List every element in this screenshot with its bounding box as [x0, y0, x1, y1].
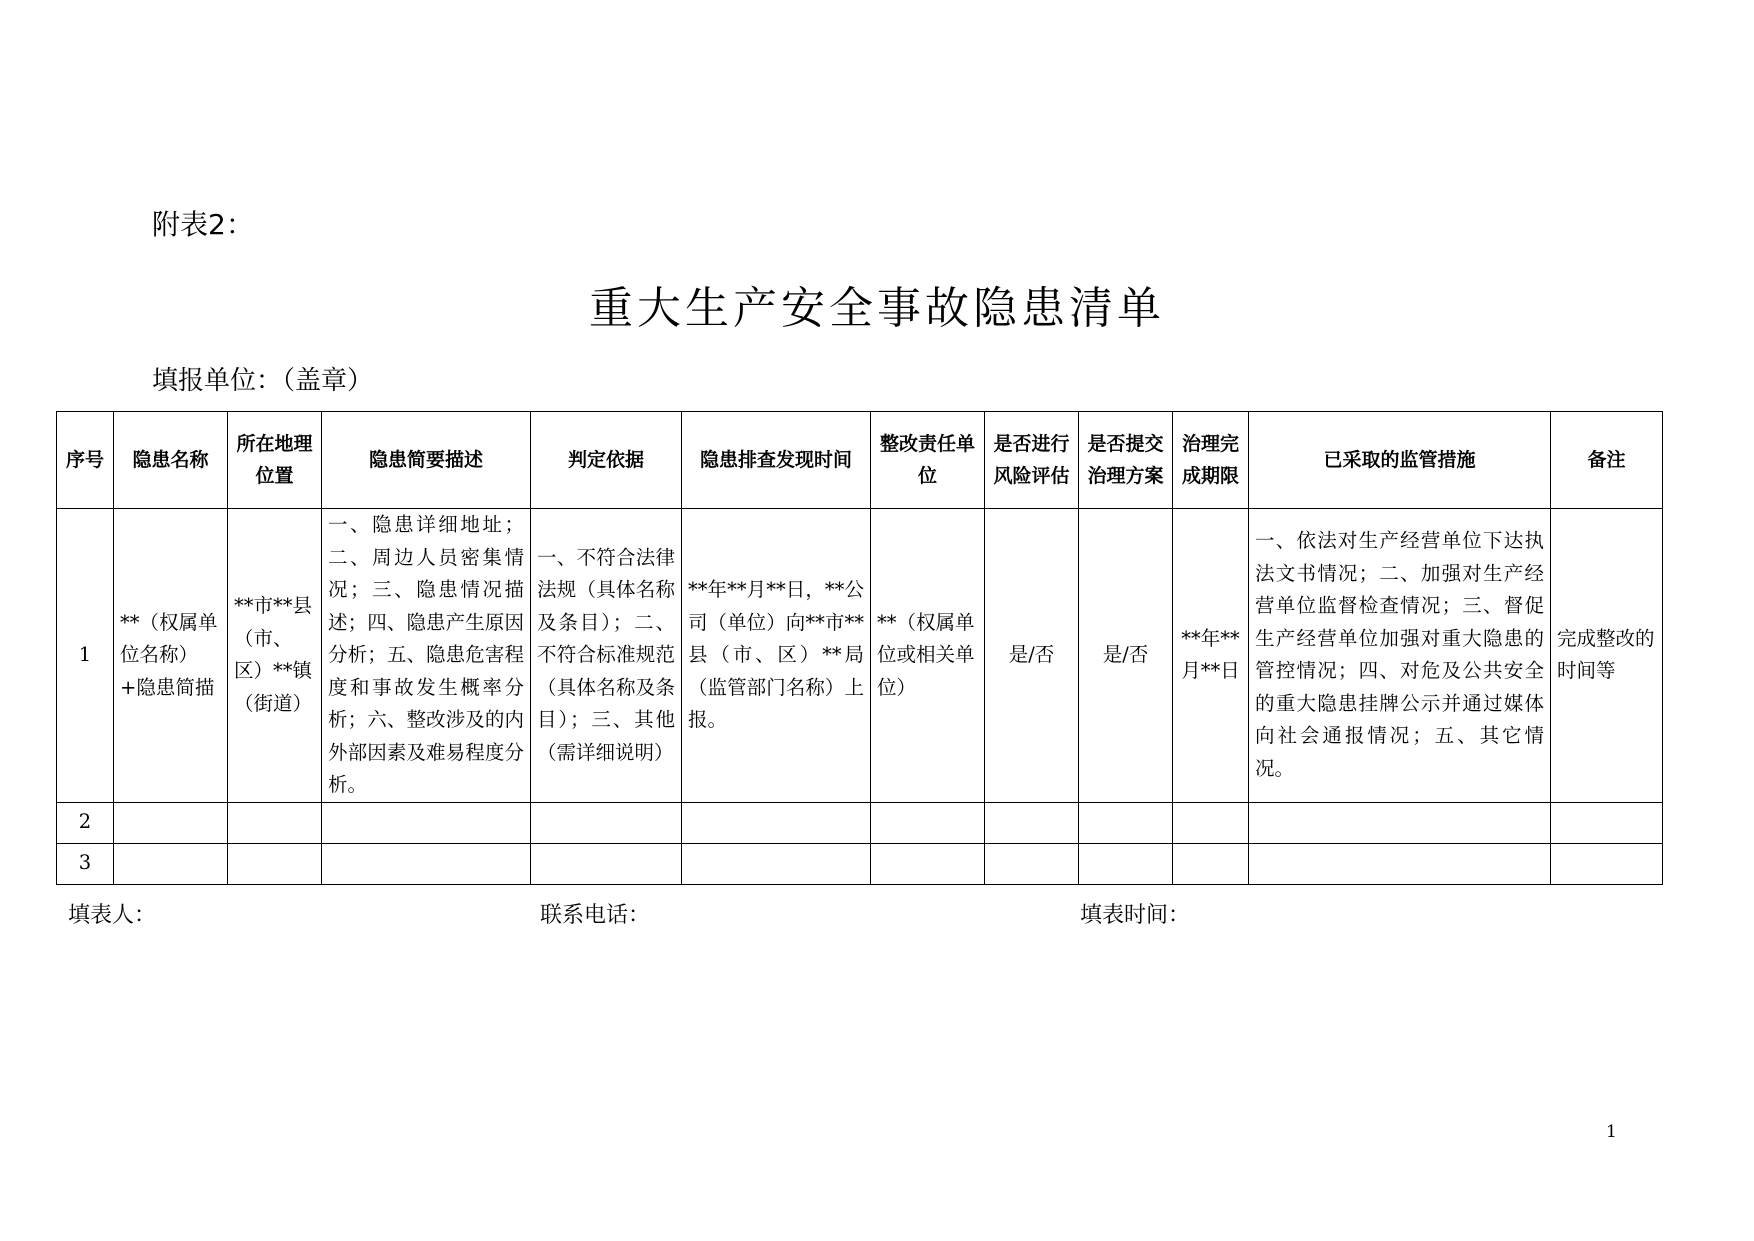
cell-name: **（权属单位名称）+隐患简描 [114, 509, 228, 803]
empty-cell [1173, 843, 1249, 884]
empty-cell [1551, 802, 1663, 843]
cell-seq: 1 [57, 509, 114, 803]
empty-cell [322, 802, 531, 843]
header-deadline: 治理完成期限 [1173, 412, 1249, 509]
header-responsible: 整改责任单位 [871, 412, 985, 509]
empty-cell [871, 802, 985, 843]
empty-cell [682, 802, 871, 843]
page-number: 1 [1606, 1122, 1617, 1142]
header-seq: 序号 [57, 412, 114, 509]
cell-measures: 一、依法对生产经营单位下达执法文书情况；二、加强对生产经营单位监督检查情况；三、督促生产经营单位加强对重大隐患的管控情况；四、对危及公共安全的重大隐患挂牌公示并通过媒体向社会通报情况；五、其它情况。 [1249, 509, 1551, 803]
table-row [57, 843, 1663, 884]
reporting-unit-label: 填报单位：（盖章） [152, 366, 374, 396]
cell-risk-assessed: 是/否 [985, 509, 1079, 803]
empty-cell [1173, 802, 1249, 843]
empty-cell [114, 802, 228, 843]
phone-label: 联系电话： [540, 903, 651, 928]
empty-cell [1249, 802, 1551, 843]
cell-remarks: 完成整改的时间等 [1551, 509, 1663, 803]
empty-cell [1079, 843, 1173, 884]
cell-responsible: **（权属单位或相关单位） [871, 509, 985, 803]
empty-cell [1249, 843, 1551, 884]
cell-seq: 3 [57, 843, 114, 884]
header-risk-assessed: 是否进行风险评估 [985, 412, 1079, 509]
header-basis: 判定依据 [531, 412, 682, 509]
header-location: 所在地理位置 [228, 412, 322, 509]
table-row [57, 509, 1663, 803]
header-row [57, 412, 1663, 509]
empty-cell [1551, 843, 1663, 884]
cell-found-time: **年**月**日，**公司（单位）向**市**县（市、区）**局（监管部门名称）上报。 [682, 509, 871, 803]
empty-cell [228, 843, 322, 884]
empty-cell [682, 843, 871, 884]
empty-cell [531, 843, 682, 884]
header-name: 隐患名称 [114, 412, 228, 509]
cell-plan-submitted: 是/否 [1079, 509, 1173, 803]
header-found-time: 隐患排查发现时间 [682, 412, 871, 509]
empty-cell [228, 802, 322, 843]
hazard-list-table [56, 411, 1663, 885]
cell-deadline: **年**月**日 [1173, 509, 1249, 803]
table-row [57, 802, 1663, 843]
header-description: 隐患简要描述 [322, 412, 531, 509]
empty-cell [531, 802, 682, 843]
empty-cell [114, 843, 228, 884]
annex-label: 附表2： [152, 208, 254, 241]
filler-label: 填表人： [68, 903, 157, 928]
cell-seq: 2 [57, 802, 114, 843]
empty-cell [871, 843, 985, 884]
header-plan-submitted: 是否提交治理方案 [1079, 412, 1173, 509]
header-remarks: 备注 [1551, 412, 1663, 509]
empty-cell [985, 802, 1079, 843]
cell-basis: 一、不符合法律法规（具体名称及条目）；二、不符合标准规范（具体名称及条目）；三、其他（需详细说明） [531, 509, 682, 803]
empty-cell [985, 843, 1079, 884]
cell-description: 一、隐患详细地址；二、周边人员密集情况；三、隐患情况描述；四、隐患产生原因分析；五、隐患危害程度和事故发生概率分析；六、整改涉及的内外部因素及难易程度分析。 [322, 509, 531, 803]
fill-date-label: 填表时间： [1080, 903, 1191, 928]
empty-cell [322, 843, 531, 884]
empty-cell [1079, 802, 1173, 843]
header-measures: 已采取的监管措施 [1249, 412, 1551, 509]
cell-location: **市**县（市、区）**镇（街道） [228, 509, 322, 803]
document-title: 重大生产安全事故隐患清单 [589, 283, 1165, 334]
